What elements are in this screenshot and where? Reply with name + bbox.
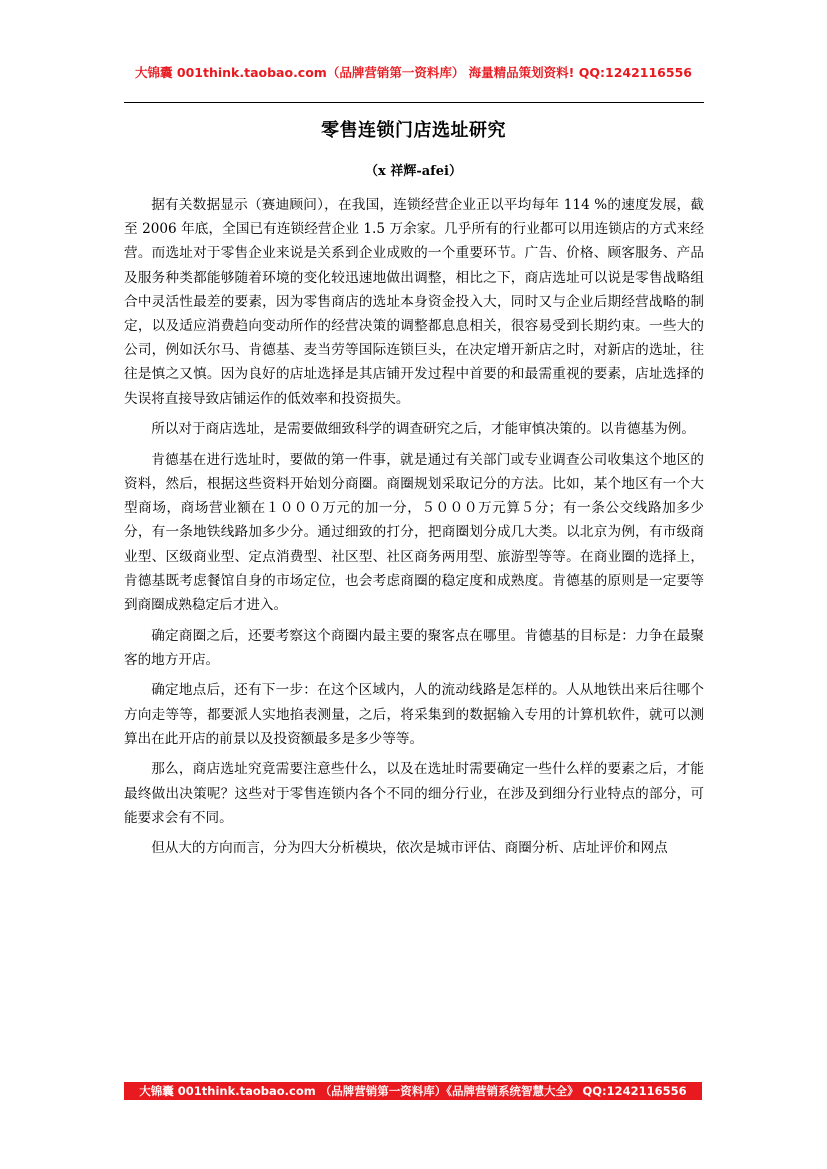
footer-banner: 大锦囊 001think.taobao.com （品牌营销第一资料库）《品牌营销系统智慧大全》 QQ:1242116556 <box>124 1082 702 1100</box>
header-banner: 大锦囊 001think.taobao.com（品牌营销第一资料库） 海量精品策划资料! QQ:1242116556 <box>135 65 692 80</box>
header-divider <box>124 102 704 103</box>
paragraph: 但从大的方向而言，分为四大分析模块，依次是城市评估、商圈分析、店址评价和网点 <box>151 840 668 857</box>
document-body <box>124 193 704 867</box>
page-title: 零售连锁门店选址研究 <box>321 120 506 141</box>
author-line: （x 祥辉-afei） <box>365 164 462 179</box>
paragraph: 确定地点后，还有下一步：在这个区域内，人的流动线路是怎样的。人从地铁出来后往哪个方向走等等，都要派人实地掐表测量，之后，将采集到的数据输入专用的计算机软件，就可以测算出在此开店的前景以及投资额最多是多少等等。 <box>124 682 704 747</box>
paragraph: 那么，商店选址究竟需要注意些什么，以及在选址时需要确定一些什么样的要素之后，才能最终做出决策呢？这些对于零售连锁内各个不同的细分行业，在涉及到细分行业特点的部分，可能要求会有不同。 <box>124 761 704 826</box>
paragraph: 确定商圈之后，还要考察这个商圈内最主要的聚客点在哪里。肯德基的目标是：力争在最聚客的地方开店。 <box>124 627 704 668</box>
paragraph: 肯德基在进行选址时，要做的第一件事，就是通过有关部门或专业调查公司收集这个地区的资料，然后，根据这些资料开始划分商圈。商圈规划采取记分的方法。比如，某个地区有一个大型商场，商场营业额在１０００万元的加一分，５０００万元算５分；有一条公交线路加多少分，有一条地铁线路加多少分。通过细致的打分，把商圈划分成几大类。以北京为例，有市级商业型、区级商业型、定点消费型、社区型、社区商务两用型、旅游型等等。在商业圈的选择上，肯德基既考虑餐馆自身的市场定位，也会考虑商圈的稳定度和成熟度。肯德基的原则是一定要等到商圈成熟稳定后才进入。 <box>124 451 704 614</box>
paragraph: 据有关数据显示（赛迪顾问），在我国，连锁经营企业正以平均每年 114 %的速度发展，截至 2006 年底，全国已有连锁经营企业 1.5 万余家。几乎所有的行业都可以用连锁店的方式来经营。而选址对于零售企业来说是关系到企业成败的一个重要环节。广告、价格、顾客服务、产品及服务种类都能够随着环境的变化较迅速地做出调整，相比之下，商店选址可以说是零售战略组合中灵活性最差的要素，因为零售商店的选址本身资金投入大，同时又与企业后期经营战略的制定，以及适应消费趋向变动所作的经营决策的调整都息息相关，很容易受到长期约束。一些大的公司，例如沃尔马、肯德基、麦当劳等国际连锁巨头，在决定增开新店之时，对新店的选址，往往是慎之又慎。因为良好的店址选择是其店铺开发过程中首要的和最需重视的要素，店址选择的失误将直接导致店铺运作的低效率和投资损失。 <box>124 197 704 407</box>
paragraph: 所以对于商店选址，是需要做细致科学的调查研究之后，才能审慎决策的。以肯德基为例。 <box>151 421 695 438</box>
